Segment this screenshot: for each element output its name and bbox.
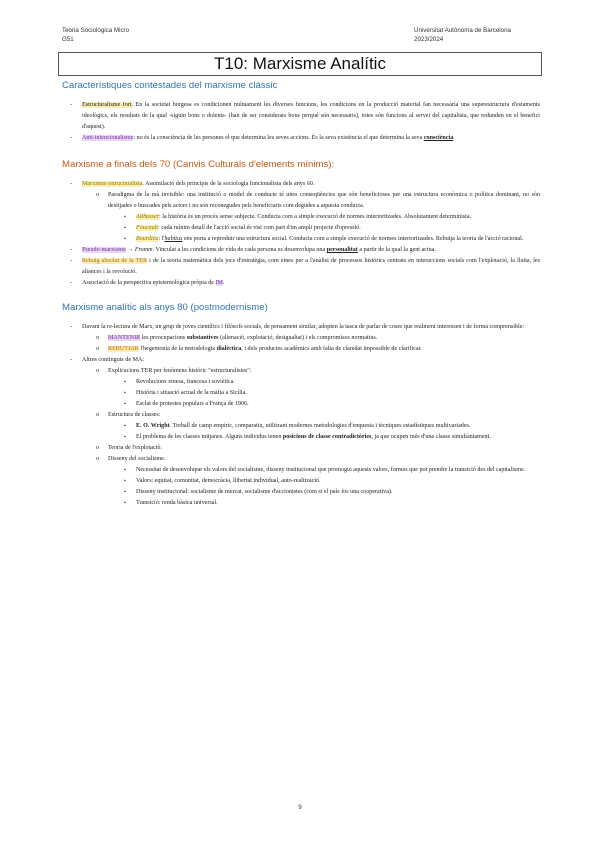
dash-bullet: - — [70, 280, 73, 286]
circle-bullet: o — [96, 346, 100, 352]
item-text: a partir de la qual la gent actua. — [357, 247, 436, 253]
square-bullet: ▪ — [124, 490, 126, 495]
list-item — [62, 443, 540, 454]
header-left — [62, 26, 129, 44]
header-right — [414, 26, 511, 44]
term-marxisme-estructuralista: Marxisme estructuralista — [82, 181, 143, 187]
document-body — [62, 79, 540, 509]
circle-bullet: o — [96, 335, 100, 341]
term-estructuralisme: Estructuralisme fort — [82, 102, 132, 108]
item-text: : cada mínim detall de l'acció social és vist com part d'un ampli projecte d'opressió. — [158, 225, 361, 231]
item-text: Disseny institucional: socialisme de mercat, socialisme d'accionistes (com si el país fos una cooperativa). — [136, 489, 393, 495]
item-text: Paradigma de la mà invisible: una institució o model de conducte té unes conseqüències que són beneficioses per una estructura econòmica o política dominant, no són desitjades o buscades pels actors i no són reconegudes pels beneficiaris com degudes a aquesta conducta. — [108, 192, 540, 209]
group-code: G51 — [62, 36, 74, 43]
keyword-personalitat: personalitat — [326, 247, 358, 253]
square-bullet: ▪ — [124, 424, 126, 429]
list-item — [62, 223, 540, 234]
course-name: Teoria Sociològica Micro — [62, 27, 130, 34]
square-bullet: ▪ — [124, 215, 126, 220]
item-text: Altres continguts de MA: — [82, 357, 145, 363]
list-item — [62, 487, 540, 498]
square-bullet: ▪ — [124, 501, 126, 506]
item-text: ens porta a reproduir una estructura social. Conducta com a simple execució de normes interioritzades. Rebutja la teoria de l'acció racional. — [182, 236, 524, 242]
author-wright: E. O. Wright — [136, 423, 170, 429]
item-text: , ja que ocupen més d'una classe simultàniament. — [371, 434, 491, 440]
item-text: Història i situació actual de la màfia a Sicília. — [136, 390, 247, 396]
author-foucault: Foucault — [136, 225, 159, 231]
circle-bullet: o — [96, 412, 100, 418]
item-text: . En la societat burgesa es condicionen mútuament les diverses funcions, les condicions en la producció material fan necessària una superestructura d'estaments ideològics, els resultats de la qual -siguin bons o dolents- (han de ser considerats bons perquè són necessaris), totes són funcions al servei del capitalista, que redunden en el benefici d'aquest). — [82, 102, 540, 130]
item-text: . Treball de camp empíric, comparatiu, utilitzant modernes metodologies d'enquesta i tècniques estadístiques multivariades. — [169, 423, 471, 429]
list-item — [62, 190, 540, 212]
item-text: : no és la consciència de les persones el que determina les seves accions. És la seva existència el que determina la seva — [133, 135, 424, 141]
item-text: . — [453, 135, 455, 141]
keyword-dialectica: dialèctica — [216, 346, 242, 352]
item-text: Valors: equitat, comunitat, democràcia, llibertat individual, auto-realització. — [136, 478, 321, 484]
dash-bullet: - — [70, 357, 73, 363]
item-text: les preocupacions — [140, 335, 187, 341]
square-bullet: ▪ — [124, 391, 126, 396]
dash-bullet: - — [70, 135, 73, 141]
item-text: Esclat de protestes populars a França de 1906. — [136, 401, 249, 407]
item-text: . Assimilació dels principis de la sociologia funcionalista dels anys 60. — [142, 181, 315, 187]
item-text: Disseny del socialisme. — [108, 456, 166, 462]
keyword-consciencia: consciència — [423, 135, 454, 141]
list-item — [62, 245, 540, 256]
item-text: , i dels productes acadèmics amb falta de claredat impossible de clarificar. — [241, 346, 422, 352]
author-althusser: Althusser — [136, 214, 160, 220]
list-item — [62, 421, 540, 432]
academic-year: 2023/2024 — [414, 36, 444, 43]
dash-bullet: - — [70, 258, 73, 264]
term-anti-intencionalisme: Anti-intencionalisme — [82, 135, 134, 141]
circle-bullet: o — [96, 368, 100, 374]
list-item — [62, 454, 540, 465]
item-text: El problema de les classes mitjanes. Alguns individus tenen — [136, 434, 283, 440]
list-item — [62, 256, 540, 278]
term-rebuig-ter: Rebuig absolut de la TER — [82, 258, 148, 264]
circle-bullet: o — [96, 456, 100, 462]
list-item — [62, 333, 540, 344]
arrow-icon: → — [125, 247, 135, 253]
dash-bullet: - — [70, 181, 73, 187]
item-text: i de la teoria matemàtica dels jocs d'estratègia, com eines per a l'anàlisi de processos històrics centrats en interaccions socials com l'explotació, la lluita, les aliances i la revolució. — [82, 258, 540, 275]
list-item — [62, 410, 540, 421]
item-text: Transició: renda bàsica universal. — [136, 500, 218, 506]
list-item — [62, 179, 540, 190]
list-item — [62, 388, 540, 399]
list-item — [62, 133, 540, 144]
square-bullet: ▪ — [124, 479, 126, 484]
list-item — [62, 432, 540, 443]
term-rebutjar: REBUTJAR — [108, 346, 139, 352]
page-title: T10: Marxisme Analític — [58, 52, 542, 76]
section-heading-classic: Característiques contestades del marxisme clàssic — [62, 80, 278, 91]
list-item — [62, 212, 540, 223]
item-text: : la història és un procés sense subjecte. Conducta com a simple execució de normes interioritzades. Absolutament determinista. — [159, 214, 472, 220]
list-item — [62, 366, 540, 377]
square-bullet: ▪ — [124, 237, 126, 242]
keyword-habitus: habitus — [164, 236, 183, 242]
dash-bullet: - — [70, 247, 73, 253]
list-item — [62, 344, 540, 355]
item-text: Associació de la perspectiva epistemològica pròpia de — [82, 280, 216, 286]
page-number: 9 — [298, 804, 302, 811]
square-bullet: ▪ — [124, 380, 126, 385]
term-pseudo-marxisme: Pseudo-marxisme — [82, 247, 126, 253]
university-name: Universitat Autònoma de Barcelona — [414, 27, 511, 34]
list-item — [62, 476, 540, 487]
item-text: Estructura de classes: — [108, 412, 161, 418]
term-mantenir: MANTENIR — [108, 335, 141, 341]
item-text: Davant la re-lectura de Marx, un grup de joves científics i filòsofs socials, de pensament similar, adopten la tasca de parlar de coses que realment interessen i de forma comprensible: — [82, 324, 525, 330]
list-item — [62, 322, 540, 333]
list-item — [62, 465, 540, 476]
list-item — [62, 355, 540, 366]
circle-bullet: o — [96, 192, 100, 198]
dash-bullet: - — [70, 324, 73, 330]
square-bullet: ▪ — [124, 468, 126, 473]
author-fromm: Fromm — [134, 247, 153, 253]
square-bullet: ▪ — [124, 435, 126, 440]
item-text: Revolucions xinesa, francesa i soviètica. — [136, 379, 235, 385]
item-text: Explicacions TER per fenòmens històric "estructuralistes": — [108, 368, 252, 374]
square-bullet: ▪ — [124, 402, 126, 407]
item-text: Necessitat de desenvolupar els valors del socialisme, disseny institucional que promogui aquests valors, formes que pot prendre la transició des del capitalisme. — [136, 467, 526, 473]
item-text: Teoria de l'explotació. — [108, 445, 162, 451]
item-text: (alienació, explotació, desigualtat) i els compromisos normatius. — [218, 335, 378, 341]
item-text: l'hegemonia de la metodologia — [138, 346, 217, 352]
author-bourdieu: Bourdieu — [136, 236, 159, 242]
list-item — [62, 498, 540, 509]
dash-bullet: - — [70, 102, 73, 108]
section-heading-80s: Marxisme analític als anys 80 (postmodernisme) — [62, 302, 268, 313]
item-text: . — [222, 280, 225, 286]
item-text: . Vinculat a les condicions de vida de cada persona es desenvolupa una — [152, 247, 327, 253]
section-heading-70s: Marxisme a finals dels 70 (Canvis Culturals d'elements mínims): — [62, 159, 335, 170]
keyword-substantives: substantives — [186, 335, 219, 341]
list-item — [62, 377, 540, 388]
keyword-contradictories: posicions de classe contradictòries — [282, 434, 372, 440]
list-item — [62, 399, 540, 410]
list-item — [62, 234, 540, 245]
square-bullet: ▪ — [124, 226, 126, 231]
list-item — [62, 278, 540, 289]
item-text: : l' — [158, 236, 165, 242]
term-im: IM — [215, 280, 223, 286]
circle-bullet: o — [96, 445, 100, 451]
list-item — [62, 100, 540, 133]
